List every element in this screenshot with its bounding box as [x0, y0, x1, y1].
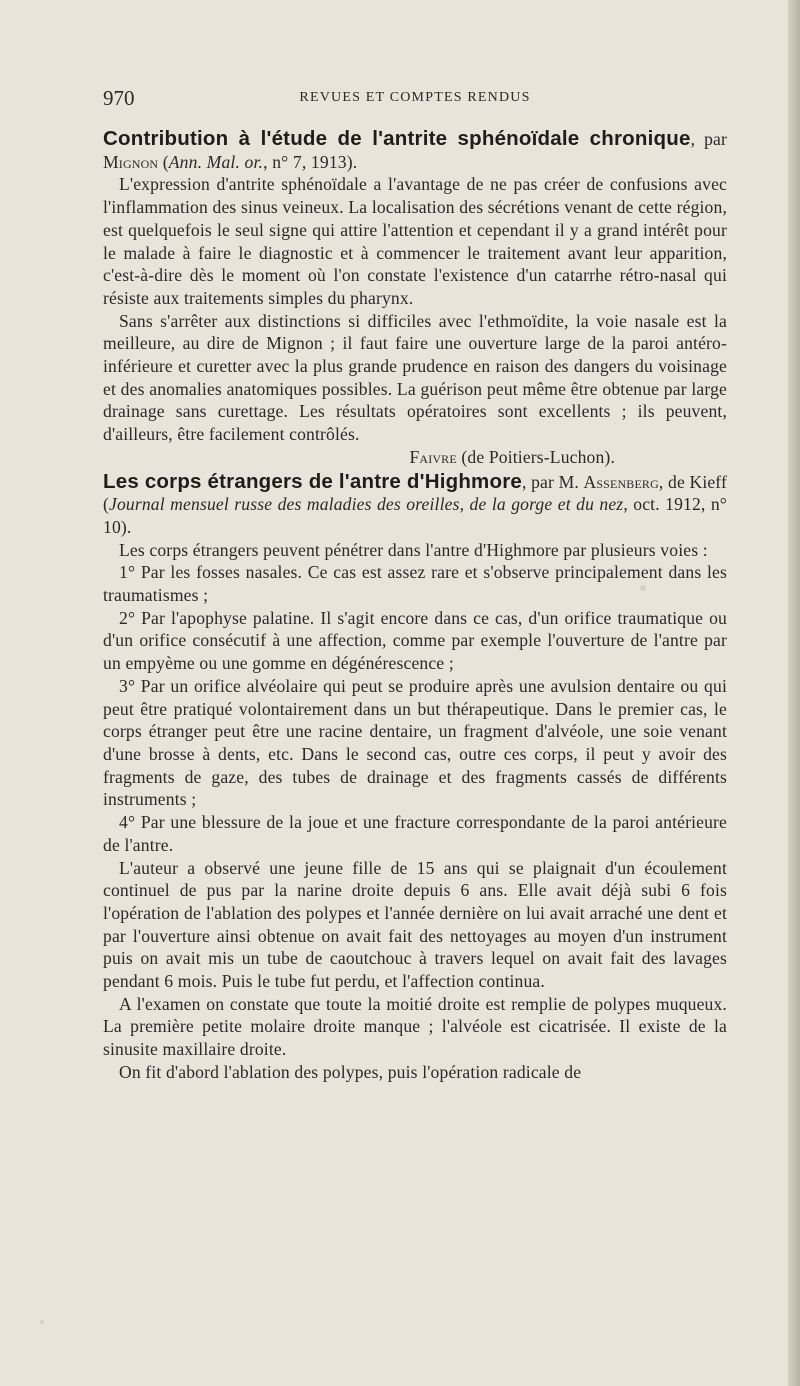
article-1-heading [103, 128, 727, 173]
article-2-paragraph-1: Les corps étrangers peuvent pénétrer dans l'antre d'Highmore par plusieurs voies : [119, 539, 708, 560]
article-2-paragraph-6: L'auteur a observé une jeune fille de 15 ans qui se plaignait d'un écoulement continuel de pus par la narine droite depuis 6 ans. Elle avait déjà subi 6 fois l'opération de l'ablation des polypes et l'année dernière on lui avait arraché une dent et par l'ouverture ainsi obtenue on avait fait des nettoyages au moyen d'un instrument puis on avait mis un tube de caoutchouc à travers lequel on avait fait des lavages pendant 6 mois. Puis le tube fut perdu, et l'affection continua. [103, 857, 727, 992]
page-edge [788, 0, 800, 1386]
article-1-citation-open: ( [158, 151, 169, 172]
article-1-author: Mignon [103, 151, 159, 172]
article-2-paragraph-4: 3° Par un orifice alvéolaire qui peut se produire après une avulsion dentaire ou qui peut être pratiqué volontairement dans un but thérapeutique. Dans le premier cas, le corps étranger peut être une racine dentaire, un fragment d'alvéole, une soie venant d'une brosse à dents, etc. Dans le second cas, outre ces corps, il peut y avoir des fragments de gaze, des tubes de drainage et des fragments cassés de différents instruments ; [103, 675, 727, 810]
reviewer-place: (de Poitiers-Luchon). [456, 446, 615, 467]
page-header [103, 86, 727, 112]
article-2-paragraph-5: 4° Par une blessure de la joue et une fracture correspondante de la paroi antérieure de l'antre. [103, 812, 727, 855]
body-text [103, 128, 727, 1084]
paper-spot [40, 1320, 44, 1324]
reviewer-name: Faivre [409, 446, 457, 467]
article-2-paragraph-7: A l'examen on constate que toute la moitié droite est remplie de polypes muqueux. La première petite molaire droite manque ; l'alvéole est cicatrisée. Il existe de la sinusite maxillaire droite. [103, 993, 727, 1060]
article-1-by: , par [690, 129, 727, 149]
article-1-paragraph-1: L'expression d'antrite sphénoïdale a l'avantage de ne pas créer de confusions avec l'inflammation des sinus veineux. La localisation des sécrétions venant de cette région, est quelquefois le seul signe qui attire l'attention et cependant il y a grand intérêt pour le malade à faire le diagnostic et à commencer le traitement avant leur apparition, c'est-à-dire dès le moment où l'on constate l'existence d'un catarrhe rétro-nasal qui résiste aux traitements simples du pharynx. [103, 174, 727, 308]
article-2-by: , par M. [522, 471, 584, 492]
article-2-paragraph-2: 1° Par les fosses nasales. Ce cas est assez rare et s'observe principalement dans les traumatismes ; [103, 562, 727, 606]
article-2-journal: Journal mensuel russe des maladies des oreilles, de la gorge et du nez [109, 494, 624, 515]
article-2-citation-rest: , oct. 1912, n° 10). [103, 494, 727, 537]
article-2-heading [103, 471, 727, 539]
page-number: 970 [103, 86, 135, 110]
article-1-signature [103, 446, 727, 469]
article-2-paragraph-3: 2° Par l'apophyse palatine. Il s'agit encore dans ce cas, d'un orifice traumatique ou d'un orifice consécutif à une affection, comme par exemple l'ouverture de l'antre par un empyème ou une gomme en dégénérescence ; [103, 607, 727, 674]
article-1-paragraph-2: Sans s'arrêter aux distinctions si difficiles avec l'ethmoïdite, la voie nasale est la meilleure, au dire de Mignon ; il faut faire une ouverture large de la paroi antéro-inférieure et curetter avec la plus grande prudence en raison des dangers du voisinage et des anomalies anatomiques possibles. La guérison peut même être obtenue par large drainage sans curettage. Les résultats opératoires sont excellents ; ils peuvent, d'ailleurs, être facilement contrôlés. [103, 310, 727, 445]
article-2-title: Les corps étrangers de l'antre d'Highmore [103, 469, 522, 493]
running-title: REVUES ET COMPTES RENDUS [299, 90, 531, 105]
article-1-journal: Ann. Mal. or. [168, 151, 264, 172]
paper-spot [640, 585, 646, 591]
article-2-paragraph-8: On fit d'abord l'ablation des polypes, puis l'opération radicale de [119, 1061, 582, 1082]
article-2-author: Assenberg [583, 471, 659, 492]
article-1-citation-rest: , n° 7, 1913). [263, 151, 358, 172]
article-2-location: , de Kieff ( [103, 471, 728, 515]
article-1-title: Contribution à l'étude de l'antrite sphénoïdale chronique [103, 127, 691, 150]
